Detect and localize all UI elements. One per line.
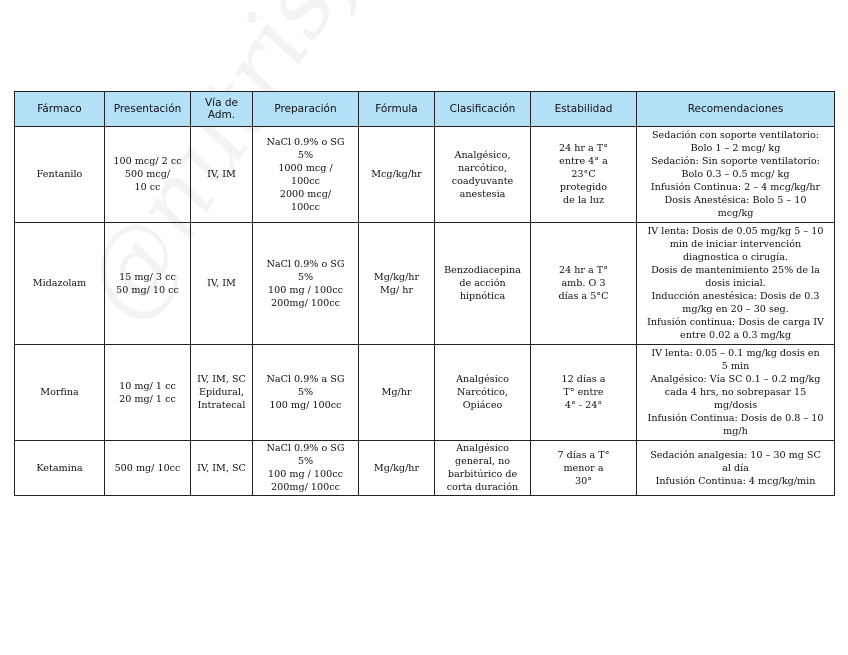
table-row: [15, 223, 835, 345]
formula-line: Mcg/kg/hr: [371, 169, 422, 180]
stability-line: menor a: [563, 462, 604, 474]
recommendations-line: Bolo 1 – 2 mcg/ kg: [690, 143, 781, 154]
recommendations-line: Infusión continua: Dosis de carga IV: [647, 317, 824, 328]
preparation-line: 5%: [297, 456, 314, 467]
cell-classification: [435, 127, 531, 223]
classification-line: general, no: [454, 456, 511, 467]
cell-recommendations: [637, 223, 835, 345]
header-presentation: Presentación: [105, 92, 191, 127]
preparation-line: 5%: [297, 271, 314, 283]
header-classification: Clasificación: [435, 92, 531, 127]
route-line: IV, IM: [207, 278, 236, 289]
recommendations-line: 5 min: [721, 361, 750, 372]
route-line: Epidural,: [199, 387, 244, 398]
preparation-line: 100cc: [290, 175, 321, 187]
header-row: [15, 92, 835, 127]
cell-classification: [435, 223, 531, 345]
cell-preparation: [253, 345, 359, 441]
cell-route: [191, 223, 253, 345]
recommendations-line: Sedación: Sin soporte ventilatorio:: [651, 156, 820, 167]
recommendations-line: cada 4 hrs, no sobrepasar 15: [664, 387, 807, 398]
cell-recommendations: [637, 127, 835, 223]
stability-line: 30°: [574, 475, 592, 487]
stability-line: 24 hr a T°: [558, 265, 609, 276]
header-stability: Estabilidad: [531, 92, 637, 127]
preparation-line: NaCl 0.9% o SG: [266, 443, 345, 454]
recommendations-line: mg/kg en 20 – 30 seg.: [682, 304, 789, 315]
header-recommendations: Recomendaciones: [637, 92, 835, 127]
stability-line: 24 hr a T°: [558, 143, 609, 154]
cell-formula: [359, 441, 435, 496]
cell-route: [191, 127, 253, 223]
classification-line: corta duración: [446, 482, 519, 493]
classification-line: Analgésico,: [454, 149, 511, 161]
recommendations-line: Infusión Continua: 4 mcg/kg/min: [655, 475, 816, 487]
header-drug: Fármaco: [15, 92, 105, 127]
presentation-line: 20 mg/ 1 cc: [119, 393, 176, 405]
stability-line: protegido: [559, 182, 608, 193]
preparation-line: NaCl 0.9% a SG: [266, 374, 345, 385]
stability-line: 12 días a: [561, 374, 606, 385]
header-formula: Fórmula: [359, 92, 435, 127]
classification-line: Narcótico,: [457, 387, 508, 398]
recommendations-line: IV lenta: Dosis de 0.05 mg/kg 5 – 10: [647, 226, 824, 237]
presentation-line: 500 mg/ 10cc: [114, 462, 181, 474]
preparation-line: 200mg/ 100cc: [271, 297, 340, 309]
classification-line: Analgésico: [456, 443, 509, 454]
cell-preparation: [253, 223, 359, 345]
presentation-line: 500 mcg/: [124, 169, 171, 180]
preparation-line: 200mg/ 100cc: [271, 482, 340, 493]
presentation-line: 10 cc: [134, 182, 161, 193]
preparation-line: NaCl 0.9% o SG: [266, 258, 345, 270]
preparation-line: NaCl 0.9% o SG: [266, 136, 345, 148]
classification-line: anestesia: [459, 188, 506, 200]
cell-formula: [359, 223, 435, 345]
presentation-line: 15 mg/ 3 cc: [119, 271, 176, 283]
stability-line: 4° - 24°: [564, 400, 603, 411]
preparation-line: 2000 mcg/: [279, 188, 332, 200]
stability-line: de la luz: [562, 195, 604, 206]
preparation-line: 100 mg/ 100cc: [269, 400, 342, 411]
cell-classification: [435, 441, 531, 496]
classification-line: de acción: [459, 278, 506, 289]
cell-stability: [531, 441, 637, 496]
formula-line: Mg/kg/hr: [373, 462, 420, 474]
recommendations-line: al día: [722, 462, 749, 474]
recommendations-line: IV lenta: 0.05 – 0.1 mg/kg dosis en: [651, 348, 820, 359]
recommendations-line: Infusión Continua: Dosis de 0.8 – 10: [647, 413, 824, 424]
recommendations-line: Dosis de mantenimiento 25% de la: [651, 265, 820, 276]
recommendations-line: min de iniciar intervención: [669, 239, 802, 250]
recommendations-line: Infusión Continua: 2 – 4 mcg/kg/hr: [650, 182, 821, 193]
recommendations-line: Sedación con soporte ventilatorio:: [651, 130, 819, 141]
stability-line: 7 días a T°: [557, 449, 610, 461]
recommendations-line: Sedación analgesia: 10 – 30 mg SC: [650, 449, 821, 461]
preparation-line: 5%: [297, 387, 314, 398]
cell-stability: [531, 223, 637, 345]
recommendations-line: Inducción anestésica: Dosis de 0.3: [651, 291, 820, 302]
recommendations-line: Dosis Anestésica: Bolo 5 – 10: [664, 195, 807, 206]
preparation-line: 100cc: [290, 201, 321, 213]
table-row: [15, 441, 835, 496]
classification-line: coadyuvante: [451, 175, 514, 187]
stability-line: días a 5°C: [558, 291, 609, 302]
classification-line: barbitúrico de: [447, 469, 518, 480]
preparation-line: 100 mg / 100cc: [268, 284, 343, 296]
route-line: Intratecal: [197, 400, 246, 411]
preparation-line: 100 mg / 100cc: [268, 469, 343, 480]
recommendations-line: entre 0.02 a 0.3 mg/kg: [680, 330, 791, 341]
cell-drug: Fentanilo: [15, 127, 105, 223]
classification-line: narcótico,: [458, 162, 507, 174]
table-row: [15, 127, 835, 223]
cell-preparation: [253, 127, 359, 223]
cell-drug: Morfina: [15, 345, 105, 441]
header-route: Vía de Adm.: [191, 92, 253, 127]
stability-line: entre 4° a: [559, 156, 608, 167]
cell-presentation: [105, 127, 191, 223]
route-line: IV, IM: [207, 169, 236, 180]
cell-formula: [359, 345, 435, 441]
formula-line: Mg/kg/hr: [373, 271, 420, 283]
recommendations-line: dosis inicial.: [705, 278, 766, 289]
cell-presentation: [105, 345, 191, 441]
cell-recommendations: [637, 441, 835, 496]
stability-line: 23°C: [571, 169, 596, 180]
cell-route: [191, 345, 253, 441]
preparation-line: 5%: [297, 149, 314, 161]
table-row: [15, 345, 835, 441]
cell-recommendations: [637, 345, 835, 441]
presentation-line: 10 mg/ 1 cc: [119, 380, 176, 392]
drug-table: [14, 91, 835, 496]
presentation-line: 100 mcg/ 2 cc: [113, 156, 182, 167]
route-line: IV, IM, SC: [197, 462, 246, 474]
cell-formula: [359, 127, 435, 223]
classification-line: Opiáceo: [462, 400, 503, 411]
stability-line: T° entre: [563, 387, 604, 398]
stability-line: amb. O 3: [561, 278, 606, 289]
classification-line: Benzodiacepina: [444, 265, 521, 276]
route-line: IV, IM, SC: [197, 374, 246, 385]
formula-line: Mg/ hr: [379, 284, 413, 296]
cell-stability: [531, 345, 637, 441]
recommendations-line: diagnostica o cirugía.: [682, 252, 789, 263]
recommendations-line: mcg/kg: [717, 208, 754, 219]
cell-drug: Midazolam: [15, 223, 105, 345]
cell-presentation: [105, 441, 191, 496]
cell-stability: [531, 127, 637, 223]
recommendations-line: Analgésico: Vía SC 0.1 – 0.2 mg/kg: [650, 374, 821, 385]
recommendations-line: Bolo 0.3 – 0.5 mcg/ kg: [681, 169, 790, 180]
cell-classification: [435, 345, 531, 441]
classification-line: hipnótica: [459, 291, 506, 302]
cell-route: [191, 441, 253, 496]
cell-preparation: [253, 441, 359, 496]
cell-presentation: [105, 223, 191, 345]
formula-line: Mg/hr: [381, 387, 412, 398]
header-preparation: Preparación: [253, 92, 359, 127]
presentation-line: 50 mg/ 10 cc: [116, 284, 179, 296]
classification-line: Analgésico: [456, 374, 509, 385]
preparation-line: 1000 mcg /: [278, 162, 333, 174]
cell-drug: Ketamina: [15, 441, 105, 496]
recommendations-line: mg/dosis: [713, 400, 758, 411]
recommendations-line: mg/h: [723, 426, 748, 437]
